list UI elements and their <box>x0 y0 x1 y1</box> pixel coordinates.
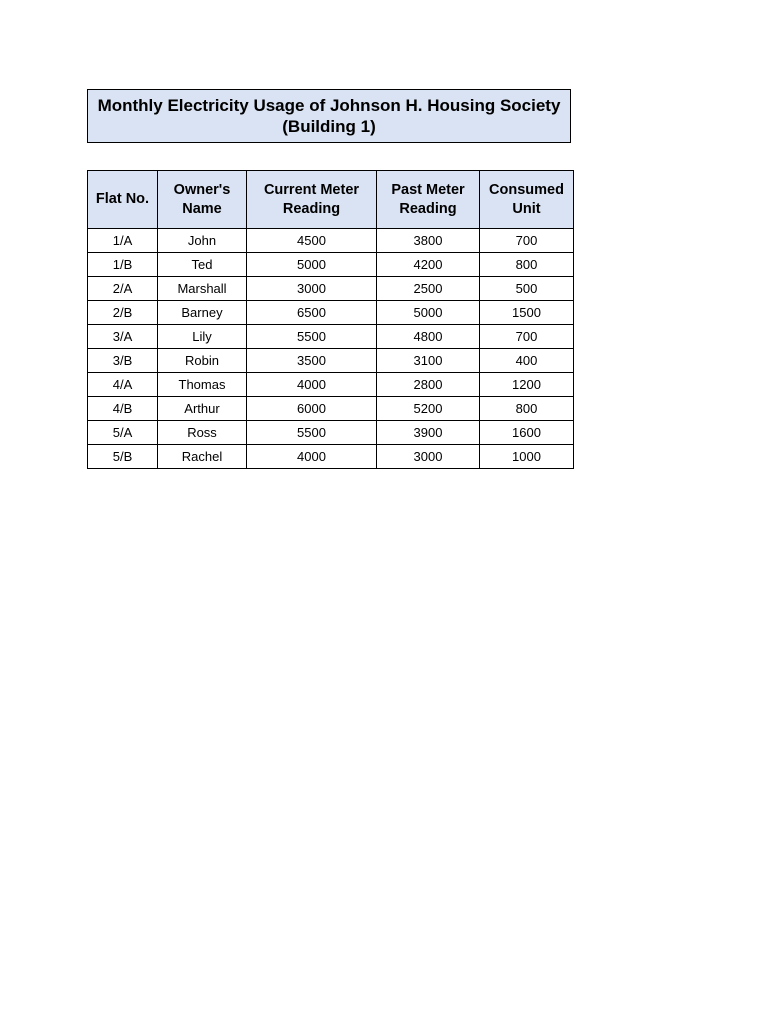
cell-consumed-unit: 700 <box>480 325 574 349</box>
header-consumed-unit <box>480 171 574 229</box>
cell-owner-name: Barney <box>158 301 247 325</box>
cell-flat-no: 3/B <box>88 349 158 373</box>
cell-current-reading: 5500 <box>247 421 377 445</box>
title-line-1: Monthly Electricity Usage of Johnson H. Housing Society <box>97 96 561 115</box>
cell-owner-name: Arthur <box>158 397 247 421</box>
table-row <box>88 277 574 301</box>
table-row <box>88 421 574 445</box>
cell-consumed-unit: 1600 <box>480 421 574 445</box>
cell-current-reading: 5000 <box>247 253 377 277</box>
header-current-meter-line2: Reading <box>282 200 341 217</box>
cell-current-reading: 4500 <box>247 229 377 253</box>
table-row <box>88 229 574 253</box>
cell-flat-no: 1/B <box>88 253 158 277</box>
header-past-meter-line1: Past Meter <box>391 181 465 198</box>
table-header-row <box>88 171 574 229</box>
cell-past-reading: 2800 <box>377 373 480 397</box>
cell-consumed-unit: 800 <box>480 253 574 277</box>
header-current-meter-reading <box>247 171 377 229</box>
cell-current-reading: 4000 <box>247 445 377 469</box>
cell-consumed-unit: 800 <box>480 397 574 421</box>
cell-consumed-unit: 700 <box>480 229 574 253</box>
header-consumed-unit-line2: Unit <box>512 200 541 217</box>
header-current-meter-line1: Current Meter <box>263 181 360 198</box>
cell-current-reading: 3000 <box>247 277 377 301</box>
cell-consumed-unit: 1000 <box>480 445 574 469</box>
table-row <box>88 349 574 373</box>
cell-past-reading: 3000 <box>377 445 480 469</box>
cell-past-reading: 5200 <box>377 397 480 421</box>
cell-flat-no: 5/B <box>88 445 158 469</box>
table-row <box>88 325 574 349</box>
cell-owner-name: John <box>158 229 247 253</box>
header-consumed-unit-line1: Consumed <box>489 181 564 198</box>
table-row <box>88 301 574 325</box>
cell-current-reading: 5500 <box>247 325 377 349</box>
cell-current-reading: 3500 <box>247 349 377 373</box>
header-flat-no <box>88 171 158 229</box>
header-owner-name-line1: Owner's <box>173 181 231 198</box>
header-flat-no-text: Flat No. <box>95 191 150 207</box>
cell-owner-name: Rachel <box>158 445 247 469</box>
cell-current-reading: 6000 <box>247 397 377 421</box>
cell-flat-no: 1/A <box>88 229 158 253</box>
cell-owner-name: Robin <box>158 349 247 373</box>
cell-past-reading: 5000 <box>377 301 480 325</box>
title-line-2: (Building 1) <box>282 117 376 136</box>
cell-flat-no: 2/B <box>88 301 158 325</box>
cell-owner-name: Lily <box>158 325 247 349</box>
table-row <box>88 373 574 397</box>
header-past-meter-line2: Reading <box>399 200 457 217</box>
cell-consumed-unit: 1500 <box>480 301 574 325</box>
cell-owner-name: Thomas <box>158 373 247 397</box>
cell-owner-name: Ted <box>158 253 247 277</box>
header-past-meter-reading <box>377 171 480 229</box>
header-owner-name <box>158 171 247 229</box>
table-row <box>88 253 574 277</box>
cell-owner-name: Marshall <box>158 277 247 301</box>
cell-past-reading: 3900 <box>377 421 480 445</box>
cell-flat-no: 4/A <box>88 373 158 397</box>
cell-consumed-unit: 500 <box>480 277 574 301</box>
cell-flat-no: 4/B <box>88 397 158 421</box>
cell-current-reading: 4000 <box>247 373 377 397</box>
cell-past-reading: 2500 <box>377 277 480 301</box>
cell-past-reading: 4800 <box>377 325 480 349</box>
table-row <box>88 445 574 469</box>
electricity-usage-table <box>87 170 574 469</box>
cell-current-reading: 6500 <box>247 301 377 325</box>
cell-consumed-unit: 1200 <box>480 373 574 397</box>
cell-flat-no: 3/A <box>88 325 158 349</box>
cell-owner-name: Ross <box>158 421 247 445</box>
document-title <box>87 89 571 143</box>
cell-past-reading: 4200 <box>377 253 480 277</box>
cell-past-reading: 3800 <box>377 229 480 253</box>
cell-past-reading: 3100 <box>377 349 480 373</box>
cell-flat-no: 5/A <box>88 421 158 445</box>
table-row <box>88 397 574 421</box>
cell-consumed-unit: 400 <box>480 349 574 373</box>
header-owner-name-line2: Name <box>182 200 222 217</box>
cell-flat-no: 2/A <box>88 277 158 301</box>
